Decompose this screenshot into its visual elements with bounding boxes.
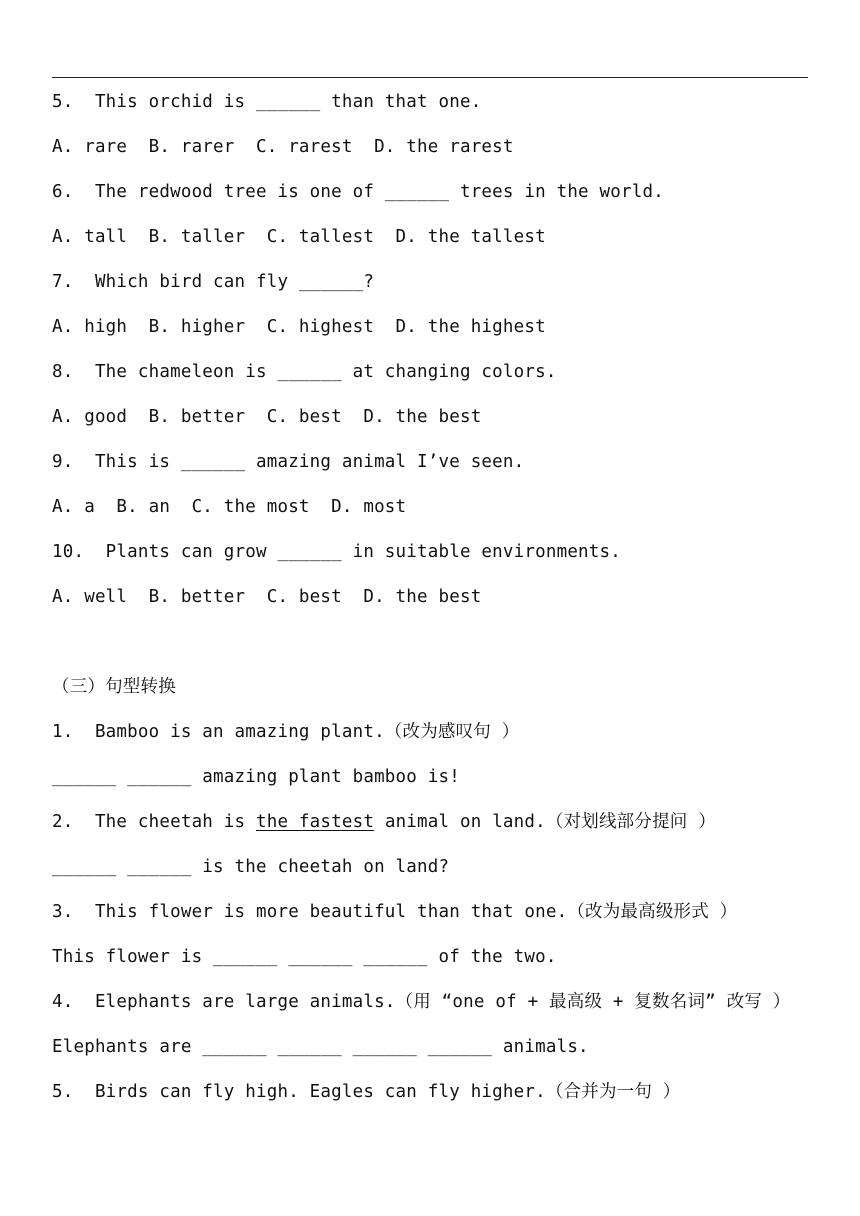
question-9-stem: 9. This is ______ amazing animal I’ve seen. (52, 452, 525, 472)
question-7-options: A. high B. higher C. highest D. the highest (52, 317, 546, 337)
question-6-stem: 6. The redwood tree is one of ______ trees in the world. (52, 182, 664, 202)
question-5-stem: 5. This orchid is ______ than that one. (52, 92, 482, 112)
transform-2-question-post: animal on land.（对划线部分提问 ） (374, 812, 716, 832)
transform-1-answer: ______ ______ amazing plant bamboo is! (52, 767, 460, 787)
section-title: （三）句型转换 (52, 677, 176, 697)
transform-4-question: 4. Elephants are large animals.（用 “one of + 最高级 + 复数名词” 改写 ） (52, 992, 791, 1012)
question-5-options: A. rare B. rarer C. rarest D. the rarest (52, 137, 514, 157)
transform-5-question: 5. Birds can fly high. Eagles can fly higher.（合并为一句 ） (52, 1082, 681, 1102)
underlined-phrase: the fastest (255, 812, 375, 832)
question-10-options: A. well B. better C. best D. the best (52, 587, 482, 607)
header-rule (52, 77, 808, 78)
question-7-stem: 7. Which bird can fly ______? (52, 272, 375, 292)
transform-4-answer: Elephants are ______ ______ ______ ______ animals. (52, 1037, 589, 1057)
question-10-stem: 10. Plants can grow ______ in suitable environments. (52, 542, 622, 562)
question-8-options: A. good B. better C. best D. the best (52, 407, 482, 427)
question-6-options: A. tall B. taller C. tallest D. the tallest (52, 227, 546, 247)
transform-2-question (52, 810, 716, 834)
transform-2-answer: ______ ______ is the cheetah on land? (52, 857, 450, 877)
transform-1-question: 1. Bamboo is an amazing plant.（改为感叹句 ） (52, 722, 520, 742)
question-8-stem: 8. The chameleon is ______ at changing colors. (52, 362, 557, 382)
transform-3-question: 3. This flower is more beautiful than that one.（改为最高级形式 ） (52, 902, 738, 922)
transform-2-question-pre: 2. The cheetah is (52, 812, 256, 832)
question-9-options: A. a B. an C. the most D. most (52, 497, 407, 517)
transform-3-answer: This flower is ______ ______ ______ of the two. (52, 947, 557, 967)
